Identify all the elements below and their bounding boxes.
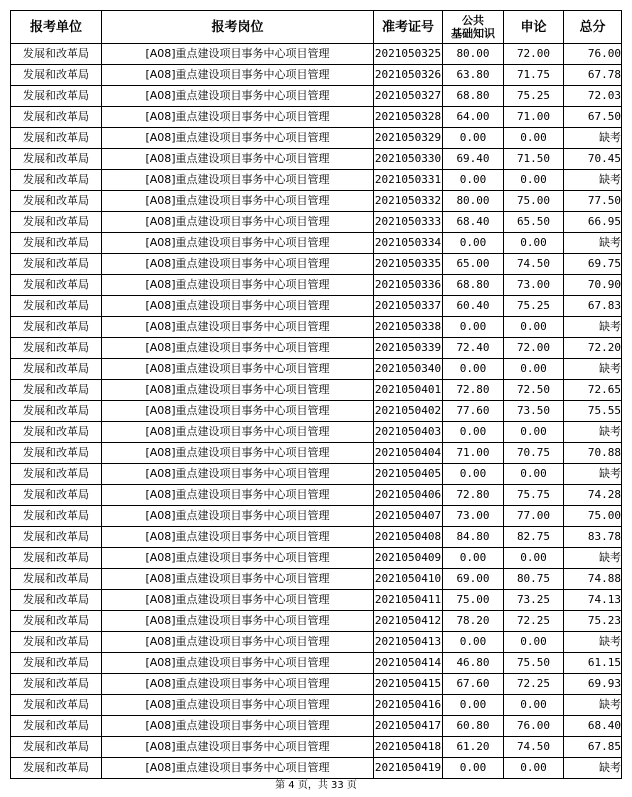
cell-exam-id: 2021050332	[374, 191, 443, 212]
cell-total-score: 66.95	[564, 212, 622, 233]
cell-unit: 发展和改革局	[11, 170, 102, 191]
cell-public-score: 0.00	[443, 128, 504, 149]
cell-public-score: 64.00	[443, 107, 504, 128]
cell-position: [A08]重点建设项目事务中心项目管理	[102, 317, 374, 338]
cell-total-score: 缺考	[564, 233, 622, 254]
cell-position: [A08]重点建设项目事务中心项目管理	[102, 149, 374, 170]
table-row	[11, 716, 622, 737]
cell-public-score: 67.60	[443, 674, 504, 695]
cell-unit: 发展和改革局	[11, 254, 102, 275]
cell-total-score: 67.85	[564, 737, 622, 758]
cell-total-score: 缺考	[564, 317, 622, 338]
table-row	[11, 590, 622, 611]
cell-unit: 发展和改革局	[11, 611, 102, 632]
cell-position: [A08]重点建设项目事务中心项目管理	[102, 275, 374, 296]
cell-unit: 发展和改革局	[11, 65, 102, 86]
cell-position: [A08]重点建设项目事务中心项目管理	[102, 233, 374, 254]
cell-total-score: 74.28	[564, 485, 622, 506]
cell-public-score: 0.00	[443, 233, 504, 254]
cell-unit: 发展和改革局	[11, 695, 102, 716]
cell-essay-score: 73.25	[504, 590, 564, 611]
header-position: 报考岗位	[102, 11, 374, 44]
table-row	[11, 569, 622, 590]
cell-position: [A08]重点建设项目事务中心项目管理	[102, 758, 374, 779]
table-row	[11, 317, 622, 338]
cell-position: [A08]重点建设项目事务中心项目管理	[102, 44, 374, 65]
cell-position: [A08]重点建设项目事务中心项目管理	[102, 548, 374, 569]
table-row	[11, 44, 622, 65]
cell-exam-id: 2021050416	[374, 695, 443, 716]
cell-essay-score: 75.50	[504, 653, 564, 674]
cell-public-score: 0.00	[443, 695, 504, 716]
page-footer: 第 4 页，共 33 页	[275, 780, 357, 791]
cell-exam-id: 2021050418	[374, 737, 443, 758]
cell-exam-id: 2021050412	[374, 611, 443, 632]
cell-exam-id: 2021050409	[374, 548, 443, 569]
cell-essay-score: 75.00	[504, 191, 564, 212]
cell-public-score: 46.80	[443, 653, 504, 674]
cell-position: [A08]重点建设项目事务中心项目管理	[102, 590, 374, 611]
cell-exam-id: 2021050325	[374, 44, 443, 65]
cell-position: [A08]重点建设项目事务中心项目管理	[102, 569, 374, 590]
cell-essay-score: 0.00	[504, 359, 564, 380]
cell-position: [A08]重点建设项目事务中心项目管理	[102, 695, 374, 716]
cell-total-score: 69.75	[564, 254, 622, 275]
table-row	[11, 170, 622, 191]
score-table	[10, 10, 622, 779]
cell-public-score: 75.00	[443, 590, 504, 611]
cell-total-score: 67.50	[564, 107, 622, 128]
cell-total-score: 缺考	[564, 464, 622, 485]
table-row	[11, 254, 622, 275]
header-public-line1: 公共	[462, 14, 484, 27]
cell-essay-score: 71.75	[504, 65, 564, 86]
cell-unit: 发展和改革局	[11, 506, 102, 527]
table-row	[11, 233, 622, 254]
cell-public-score: 72.80	[443, 485, 504, 506]
table-row	[11, 380, 622, 401]
cell-public-score: 78.20	[443, 611, 504, 632]
table-body	[11, 44, 622, 779]
table-row	[11, 128, 622, 149]
cell-exam-id: 2021050408	[374, 527, 443, 548]
header-unit: 报考单位	[11, 11, 102, 44]
header-total: 总分	[564, 11, 622, 44]
cell-exam-id: 2021050417	[374, 716, 443, 737]
cell-total-score: 72.03	[564, 86, 622, 107]
cell-position: [A08]重点建设项目事务中心项目管理	[102, 401, 374, 422]
cell-unit: 发展和改革局	[11, 548, 102, 569]
cell-public-score: 63.80	[443, 65, 504, 86]
cell-essay-score: 73.50	[504, 401, 564, 422]
cell-unit: 发展和改革局	[11, 443, 102, 464]
table-row	[11, 611, 622, 632]
cell-unit: 发展和改革局	[11, 149, 102, 170]
cell-total-score: 缺考	[564, 632, 622, 653]
cell-essay-score: 71.50	[504, 149, 564, 170]
table-row	[11, 212, 622, 233]
cell-exam-id: 2021050403	[374, 422, 443, 443]
cell-position: [A08]重点建设项目事务中心项目管理	[102, 338, 374, 359]
cell-total-score: 缺考	[564, 422, 622, 443]
table-row	[11, 191, 622, 212]
cell-total-score: 61.15	[564, 653, 622, 674]
table-row	[11, 464, 622, 485]
cell-position: [A08]重点建设项目事务中心项目管理	[102, 296, 374, 317]
header-exam-id: 准考证号	[374, 11, 443, 44]
table-row	[11, 149, 622, 170]
cell-position: [A08]重点建设项目事务中心项目管理	[102, 737, 374, 758]
cell-unit: 发展和改革局	[11, 590, 102, 611]
cell-total-score: 缺考	[564, 359, 622, 380]
cell-essay-score: 0.00	[504, 422, 564, 443]
header-public-knowledge	[443, 11, 504, 44]
cell-total-score: 74.88	[564, 569, 622, 590]
cell-total-score: 75.23	[564, 611, 622, 632]
cell-total-score: 83.78	[564, 527, 622, 548]
cell-essay-score: 72.50	[504, 380, 564, 401]
cell-position: [A08]重点建设项目事务中心项目管理	[102, 506, 374, 527]
cell-exam-id: 2021050402	[374, 401, 443, 422]
table-row	[11, 737, 622, 758]
cell-essay-score: 72.00	[504, 338, 564, 359]
cell-unit: 发展和改革局	[11, 632, 102, 653]
cell-position: [A08]重点建设项目事务中心项目管理	[102, 485, 374, 506]
cell-essay-score: 74.50	[504, 737, 564, 758]
cell-public-score: 0.00	[443, 359, 504, 380]
cell-unit: 发展和改革局	[11, 758, 102, 779]
table-row	[11, 485, 622, 506]
cell-essay-score: 72.00	[504, 44, 564, 65]
cell-position: [A08]重点建设项目事务中心项目管理	[102, 527, 374, 548]
cell-public-score: 68.40	[443, 212, 504, 233]
cell-total-score: 70.88	[564, 443, 622, 464]
cell-essay-score: 73.00	[504, 275, 564, 296]
cell-essay-score: 0.00	[504, 695, 564, 716]
table-row	[11, 359, 622, 380]
cell-exam-id: 2021050328	[374, 107, 443, 128]
cell-unit: 发展和改革局	[11, 716, 102, 737]
cell-exam-id: 2021050340	[374, 359, 443, 380]
cell-unit: 发展和改革局	[11, 233, 102, 254]
cell-essay-score: 75.75	[504, 485, 564, 506]
cell-public-score: 68.80	[443, 275, 504, 296]
cell-total-score: 70.90	[564, 275, 622, 296]
cell-exam-id: 2021050413	[374, 632, 443, 653]
header-essay: 申论	[504, 11, 564, 44]
cell-unit: 发展和改革局	[11, 359, 102, 380]
cell-unit: 发展和改革局	[11, 107, 102, 128]
cell-exam-id: 2021050333	[374, 212, 443, 233]
cell-unit: 发展和改革局	[11, 569, 102, 590]
cell-essay-score: 0.00	[504, 464, 564, 485]
table-row	[11, 632, 622, 653]
cell-exam-id: 2021050410	[374, 569, 443, 590]
cell-total-score: 72.20	[564, 338, 622, 359]
cell-essay-score: 77.00	[504, 506, 564, 527]
cell-exam-id: 2021050338	[374, 317, 443, 338]
cell-essay-score: 65.50	[504, 212, 564, 233]
cell-unit: 发展和改革局	[11, 44, 102, 65]
cell-exam-id: 2021050414	[374, 653, 443, 674]
table-header-row	[11, 11, 622, 44]
cell-essay-score: 74.50	[504, 254, 564, 275]
table-row	[11, 296, 622, 317]
cell-unit: 发展和改革局	[11, 401, 102, 422]
cell-public-score: 0.00	[443, 548, 504, 569]
cell-exam-id: 2021050339	[374, 338, 443, 359]
cell-unit: 发展和改革局	[11, 422, 102, 443]
cell-essay-score: 75.25	[504, 86, 564, 107]
cell-unit: 发展和改革局	[11, 128, 102, 149]
cell-unit: 发展和改革局	[11, 191, 102, 212]
cell-public-score: 80.00	[443, 44, 504, 65]
cell-essay-score: 0.00	[504, 317, 564, 338]
table-row	[11, 695, 622, 716]
cell-exam-id: 2021050336	[374, 275, 443, 296]
cell-position: [A08]重点建设项目事务中心项目管理	[102, 422, 374, 443]
table-row	[11, 275, 622, 296]
cell-public-score: 0.00	[443, 422, 504, 443]
cell-unit: 发展和改革局	[11, 317, 102, 338]
cell-public-score: 84.80	[443, 527, 504, 548]
cell-public-score: 0.00	[443, 758, 504, 779]
cell-position: [A08]重点建设项目事务中心项目管理	[102, 170, 374, 191]
cell-unit: 发展和改革局	[11, 674, 102, 695]
cell-essay-score: 0.00	[504, 548, 564, 569]
cell-total-score: 70.45	[564, 149, 622, 170]
cell-total-score: 75.00	[564, 506, 622, 527]
cell-exam-id: 2021050411	[374, 590, 443, 611]
cell-exam-id: 2021050405	[374, 464, 443, 485]
cell-unit: 发展和改革局	[11, 485, 102, 506]
cell-public-score: 72.80	[443, 380, 504, 401]
cell-exam-id: 2021050407	[374, 506, 443, 527]
cell-position: [A08]重点建设项目事务中心项目管理	[102, 191, 374, 212]
cell-unit: 发展和改革局	[11, 653, 102, 674]
cell-essay-score: 76.00	[504, 716, 564, 737]
cell-position: [A08]重点建设项目事务中心项目管理	[102, 359, 374, 380]
cell-position: [A08]重点建设项目事务中心项目管理	[102, 107, 374, 128]
cell-position: [A08]重点建设项目事务中心项目管理	[102, 86, 374, 107]
cell-public-score: 0.00	[443, 317, 504, 338]
cell-exam-id: 2021050404	[374, 443, 443, 464]
table-row	[11, 443, 622, 464]
cell-unit: 发展和改革局	[11, 338, 102, 359]
cell-position: [A08]重点建设项目事务中心项目管理	[102, 65, 374, 86]
cell-position: [A08]重点建设项目事务中心项目管理	[102, 254, 374, 275]
table-row	[11, 65, 622, 86]
cell-total-score: 75.55	[564, 401, 622, 422]
cell-exam-id: 2021050334	[374, 233, 443, 254]
cell-public-score: 73.00	[443, 506, 504, 527]
cell-exam-id: 2021050331	[374, 170, 443, 191]
cell-public-score: 69.00	[443, 569, 504, 590]
cell-exam-id: 2021050335	[374, 254, 443, 275]
cell-essay-score: 0.00	[504, 632, 564, 653]
cell-unit: 发展和改革局	[11, 212, 102, 233]
table-row	[11, 548, 622, 569]
cell-position: [A08]重点建设项目事务中心项目管理	[102, 653, 374, 674]
table-row	[11, 107, 622, 128]
cell-total-score: 缺考	[564, 758, 622, 779]
cell-position: [A08]重点建设项目事务中心项目管理	[102, 128, 374, 149]
cell-position: [A08]重点建设项目事务中心项目管理	[102, 380, 374, 401]
cell-exam-id: 2021050337	[374, 296, 443, 317]
cell-essay-score: 0.00	[504, 128, 564, 149]
cell-total-score: 76.00	[564, 44, 622, 65]
cell-essay-score: 82.75	[504, 527, 564, 548]
cell-position: [A08]重点建设项目事务中心项目管理	[102, 212, 374, 233]
cell-exam-id: 2021050415	[374, 674, 443, 695]
cell-essay-score: 72.25	[504, 611, 564, 632]
cell-essay-score: 72.25	[504, 674, 564, 695]
cell-essay-score: 0.00	[504, 758, 564, 779]
cell-unit: 发展和改革局	[11, 296, 102, 317]
cell-unit: 发展和改革局	[11, 464, 102, 485]
table-row	[11, 653, 622, 674]
cell-public-score: 72.40	[443, 338, 504, 359]
cell-essay-score: 80.75	[504, 569, 564, 590]
cell-exam-id: 2021050330	[374, 149, 443, 170]
cell-position: [A08]重点建设项目事务中心项目管理	[102, 443, 374, 464]
cell-total-score: 72.65	[564, 380, 622, 401]
cell-public-score: 60.80	[443, 716, 504, 737]
cell-position: [A08]重点建设项目事务中心项目管理	[102, 611, 374, 632]
table-row	[11, 674, 622, 695]
cell-exam-id: 2021050419	[374, 758, 443, 779]
cell-position: [A08]重点建设项目事务中心项目管理	[102, 632, 374, 653]
cell-essay-score: 70.75	[504, 443, 564, 464]
cell-public-score: 0.00	[443, 632, 504, 653]
cell-total-score: 缺考	[564, 548, 622, 569]
cell-total-score: 缺考	[564, 128, 622, 149]
cell-exam-id: 2021050326	[374, 65, 443, 86]
cell-unit: 发展和改革局	[11, 737, 102, 758]
cell-unit: 发展和改革局	[11, 86, 102, 107]
cell-position: [A08]重点建设项目事务中心项目管理	[102, 716, 374, 737]
cell-total-score: 77.50	[564, 191, 622, 212]
cell-unit: 发展和改革局	[11, 527, 102, 548]
table-row	[11, 527, 622, 548]
table-row	[11, 338, 622, 359]
cell-total-score: 缺考	[564, 695, 622, 716]
cell-public-score: 69.40	[443, 149, 504, 170]
cell-exam-id: 2021050329	[374, 128, 443, 149]
cell-total-score: 69.93	[564, 674, 622, 695]
cell-public-score: 60.40	[443, 296, 504, 317]
cell-public-score: 71.00	[443, 443, 504, 464]
header-public-line2: 基础知识	[451, 27, 495, 40]
table-row	[11, 758, 622, 779]
table-row	[11, 401, 622, 422]
cell-total-score: 67.83	[564, 296, 622, 317]
table-row	[11, 422, 622, 443]
cell-public-score: 80.00	[443, 191, 504, 212]
cell-position: [A08]重点建设项目事务中心项目管理	[102, 464, 374, 485]
cell-essay-score: 0.00	[504, 233, 564, 254]
cell-public-score: 68.80	[443, 86, 504, 107]
cell-public-score: 65.00	[443, 254, 504, 275]
cell-exam-id: 2021050327	[374, 86, 443, 107]
cell-unit: 发展和改革局	[11, 275, 102, 296]
cell-unit: 发展和改革局	[11, 380, 102, 401]
cell-essay-score: 0.00	[504, 170, 564, 191]
cell-public-score: 77.60	[443, 401, 504, 422]
cell-public-score: 0.00	[443, 464, 504, 485]
cell-exam-id: 2021050406	[374, 485, 443, 506]
table-row	[11, 86, 622, 107]
table-row	[11, 506, 622, 527]
cell-position: [A08]重点建设项目事务中心项目管理	[102, 674, 374, 695]
cell-essay-score: 75.25	[504, 296, 564, 317]
cell-public-score: 0.00	[443, 170, 504, 191]
cell-exam-id: 2021050401	[374, 380, 443, 401]
cell-public-score: 61.20	[443, 737, 504, 758]
cell-total-score: 68.40	[564, 716, 622, 737]
cell-total-score: 67.78	[564, 65, 622, 86]
cell-total-score: 74.13	[564, 590, 622, 611]
cell-total-score: 缺考	[564, 170, 622, 191]
cell-essay-score: 71.00	[504, 107, 564, 128]
